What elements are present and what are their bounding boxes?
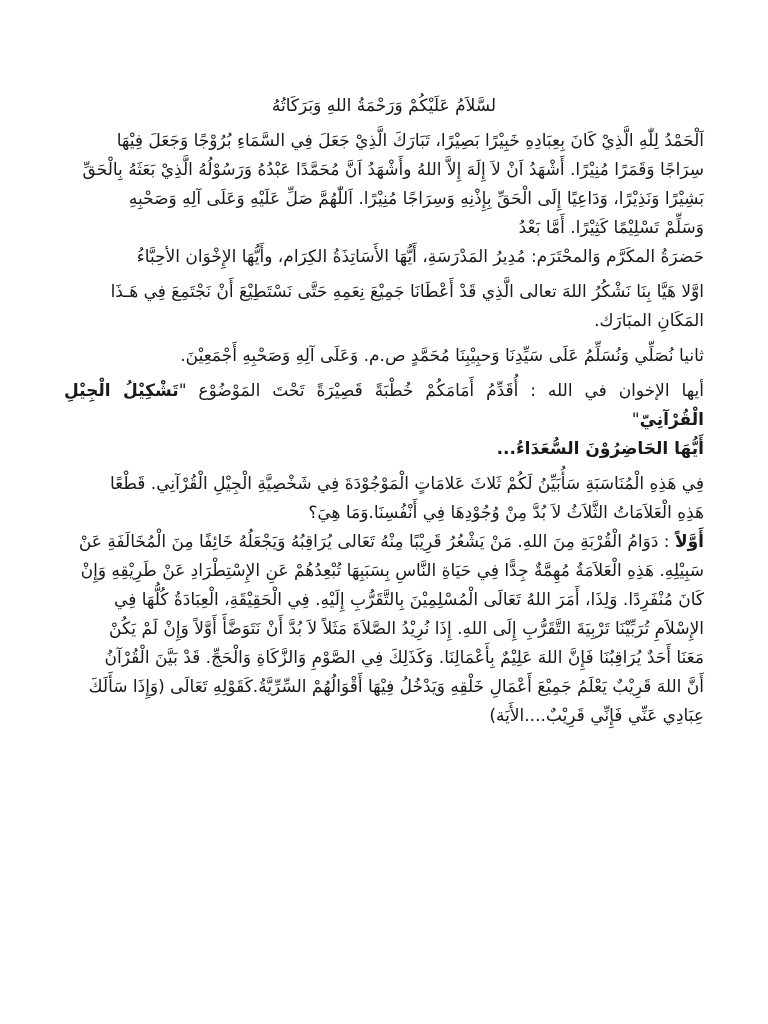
greeting-line: لسَّلاَمُ عَلَيْكُمْ وَرَحْمَةُ اللهِ وَبَرَكَاتُهُ (271, 96, 497, 116)
opening-praise (64, 127, 704, 243)
opening-line: بَشِيْرًا وَنَذِيْرًا، وَدَاعِيًا إِلَى الْحَقِّ بِإِذْنِهِ وَسِرَاجًا مُنِيْرًا. اَللّٰهُمَّ صَلِّ عَلَيْهِ وَعَلَى آلِهِ وَصَحْبِهِ (128, 189, 704, 209)
address-line: حَضرَةُ المكَرَّم وَالمحْتَرَم: مُدِيرُ المَدْرَسَةِ، أَيُّهَا الأَسَاتِذَةُ الكِرَام، وأَيُّهَا الإِخْوَان الأحِبَّاءُ (136, 247, 704, 267)
first-sign-line: عِبَادِي عَنِّي فَإِنِّي قَرِيْبٌ....الأَيَة) (489, 706, 704, 726)
first-sign-label: أَوَّلاً (674, 532, 704, 552)
first-sign-line: الإِسْلاَمِ تُرَبِّيْنَا تَرْبِيَةَ التَّقَرُّبِ إِلَى اللهِ. إِذَا نُرِيْدُ الصَّلاَةَ مَثَلاً لاَ بُدَّ أَنْ نَتَوَضَّأَ أَوَّلاً وَإِنْ لَمْ يَكُنْ (109, 619, 704, 639)
address-line: المَكَانِ المبَارَك. (594, 311, 704, 331)
audience-address: أَيُّهَا الحَاضِرُوْنَ السُّعَدَاءُ... (496, 439, 704, 459)
second-greeting: ثانيا نُصَلِّي وَنُسَلِّمُ عَلَى سَيِّدِنَا وَحبِيْبِنَا مُحَمَّدٍ ص.م. وَعَلَى آلِهِ وَصَحْبِهِ أَجْمَعِيْنَ. (180, 346, 704, 366)
signs-paragraph (64, 470, 704, 528)
address-line: اوَّلا هَيَّا بِنَا نَشْكُرُ اللهَ تعالى الَّذِي قَدْ أَعْطَانَا جَمِيْعَ نِعَمِهِ حَتَّى نَسْتَطِيْعَ أَنْ نَجْتَمِعَ فِي هَـذَا (110, 282, 704, 302)
first-sign-line (64, 528, 704, 557)
topic-prefix: أيها الإخوان في الله : أُقَدِّمُ أَمَامَكُمْ خُطْبَةً قَصِيْرَةً تَحْتَ المَوْضُوْع " (178, 381, 704, 401)
first-sign-text: : دَوَامُ الْقُرْبَةِ مِنَ اللهِ. مَنْ يَشْعُرُ قَرِيْبًا مِنْهُ تَعَالى يُرَاقِبُهُ وَيَجْعَلُهُ خَائِفًا مِنَ الْمُخَالَفَةِ عَنْ (78, 532, 670, 552)
topic-suffix: " (631, 410, 640, 430)
opening-line: اَلْحَمْدُ لِلّٰهِ الَّذِيْ كَانَ بِعِبَادِهِ خَبِيْرًا بَصِيْرًا، تَبَارَكَ الَّذِيْ جَعَلَ فِي السَّمَاءِ بُرُوْجًا وَجَعَلَ فِيْهَا (116, 131, 704, 151)
topic-title: تَشْكِيْلُ الْجِيْلِ الْقُرْآنِيّ (64, 381, 704, 430)
signs-line: فِي هَذِهِ الْمُنَاسَبَةِ سَأُبَيِّنُ لَكُمْ ثَلاثَ عَلامَاتٍ الْمَوْجُوْدَةَ فِي شَخْصِيَّةِ الْجِيْلِ الْقُرْآنِي. قَطْعًا (109, 474, 704, 494)
topic-intro (64, 377, 704, 435)
opening-line: سِرَاجًا وَقَمَرًا مُنِيْرًا. أَشْهَدُ اَنْ لاَ إِلَهَ إِلاَّ اللهُ وأَشْهَدُ اَنَّ مُحَمَّدًا عَبْدُهُ وَرَسُوْلُهُ الَّذِيْ بَعَثَهُ بِالْحَقِّ (82, 160, 704, 180)
first-sign-paragraph (64, 528, 704, 731)
first-sign-line: كَانَ مُنْفَرِدًا. وَلِذَا، أَمَرَ اللهُ تَعَالَى الْمُسْلِمِيْنَ بِالتَّقَرُّبِ إِلَيْهِ. فِي الْحَقِيْقَةِ، الْعِبَادَةُ كُلُّهَا فِي (114, 590, 704, 610)
address-paragraph (64, 243, 704, 336)
opening-line: وَسَلِّمْ تَسْلِيْمًا كَثِيْرًا. أَمَّا بَعْدُ (518, 218, 704, 238)
first-sign-line: أَنَّ اللهَ قَرِيْبٌ يَعْلَمُ جَمِيْعَ أَعْمَالِ خَلْقِهِ وَيَدْخُلُ فِيْهَا أَقْوَالُهُمْ السِّرِّيَّةُ.كَقَوْلِهِ تَعَالَى (وَإِذَا سَأَلَكَ (88, 677, 704, 697)
first-sign-line: مَعَنَا أَحَدٌ يُرَاقِبُنَا فَإِنَّ اللهَ عَلِيْمٌ بِأَعْمَالِنَا. وَكَذَلِكَ فِي الصَّوْمِ وَالزَّكَاةِ وَالْحَجِّ. قَدْ بَيَّنَ الْقُرْآنُ (104, 648, 704, 668)
first-sign-line: سَبِيْلِهِ. هَذِهِ الْعَلاَمَةُ مُهِمَّةٌ جِدًّا فِي حَيَاةِ النَّاسِ بِسَبَبِهَا تُبْعِدُهُمْ عَنِ الإِسْتِطْرَادِ عَنْ طَرِيْقِهِ وَإِنْ (80, 561, 704, 581)
signs-line: هَذِهِ الْعَلاَمَاتُ الثَّلاَثُ لاَ بُدَّ مِنْ وُجُوْدِهَا فِي أَنْفُسِنَا.وَمَا هِيَ؟ (308, 503, 704, 523)
